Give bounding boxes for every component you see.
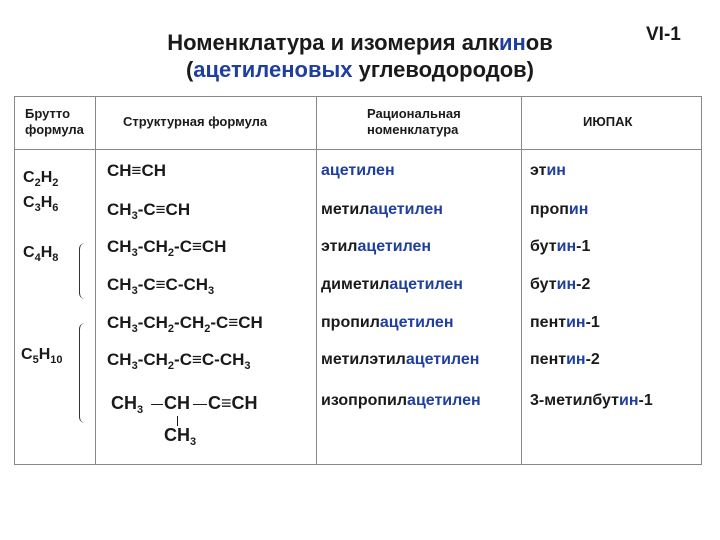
el-c: C <box>23 194 35 211</box>
iu-suffix: ин <box>618 392 639 409</box>
rn-root: ацетилен <box>405 351 480 368</box>
iupac-name-5 <box>530 314 600 332</box>
brutto-formula-c2h2 <box>23 168 58 188</box>
rn-root: ацетилен <box>357 238 432 255</box>
sf4-b: -C≡C-CH <box>137 275 209 294</box>
rational-name-2 <box>321 201 443 219</box>
rn-root: ацетилен <box>321 162 395 179</box>
structural-formula-6 <box>107 350 251 370</box>
sf6-s2: 2 <box>167 360 175 372</box>
sub-c: 5 <box>32 354 39 366</box>
rn-prefix: этил <box>321 238 358 255</box>
sf2-a: CH <box>107 200 132 219</box>
iupac-name-6 <box>530 351 600 369</box>
column-divider-2 <box>316 97 317 464</box>
iu-a: бут <box>530 276 557 293</box>
rn-root: ацетилен <box>389 276 463 293</box>
el-c: C <box>23 244 35 261</box>
structural-formula-7-ch: CH <box>164 393 190 413</box>
sf3-s1: 3 <box>131 247 138 259</box>
iu-a: 3-метилбут <box>530 392 619 409</box>
title-line-1 <box>0 30 720 56</box>
iu-suffix: ин <box>546 162 566 179</box>
sf5-c: -CH <box>174 313 205 332</box>
rational-name-5 <box>321 314 453 332</box>
el-c: C <box>21 346 33 363</box>
sub-h: 8 <box>52 252 59 264</box>
header-rational-line2: номенклатура <box>367 122 459 137</box>
iupac-name-3 <box>530 238 590 256</box>
rn-prefix: изопропил <box>321 392 408 409</box>
column-divider-3 <box>521 97 522 464</box>
iu-a: эт <box>530 162 547 179</box>
iu-suffix: ин <box>556 276 577 293</box>
iupac-name-2 <box>530 201 588 219</box>
structural-formula-4 <box>107 275 214 295</box>
rn-prefix: диметил <box>321 276 390 293</box>
sf5-s1: 3 <box>131 323 138 335</box>
header-brutto-line2: формула <box>25 122 84 137</box>
rn-prefix: метилэтил <box>321 351 406 368</box>
structural-formula-1: CH≡CH <box>107 161 167 180</box>
sf5-d: -C≡CH <box>210 313 263 332</box>
header-divider <box>15 149 701 150</box>
el-h: H <box>38 346 51 363</box>
nomenclature-table <box>14 96 702 465</box>
sf3-a: CH <box>107 237 132 256</box>
sf6-c: -C≡C-CH <box>174 350 245 369</box>
title-highlight-in: ин <box>498 30 526 55</box>
header-rational <box>367 106 461 138</box>
sub-c: 2 <box>34 177 41 189</box>
iu-c: -1 <box>638 392 653 409</box>
structural-formula-7-ch3 <box>111 393 143 414</box>
iupac-name-4 <box>530 276 590 294</box>
sf7-a: CH <box>111 393 137 413</box>
sf4-s1: 3 <box>131 285 138 297</box>
iu-c: -1 <box>576 238 591 255</box>
brutto-formula-c4h8 <box>23 243 58 263</box>
iu-suffix: ин <box>568 201 589 218</box>
title-part-2: ов <box>525 30 553 55</box>
title-part-3: углеводородов) <box>352 57 535 82</box>
sub-h: 6 <box>52 202 59 214</box>
iu-c: -2 <box>576 276 591 293</box>
rational-name-1 <box>321 162 395 180</box>
header-brutto-line1: Брутто <box>25 106 71 121</box>
sub-c: 3 <box>34 202 41 214</box>
sf6-s3: 3 <box>244 360 251 372</box>
rn-root: ацетилен <box>369 201 443 218</box>
iupac-name-1 <box>530 162 566 180</box>
rational-name-3 <box>321 238 431 256</box>
structural-formula-5 <box>107 313 263 333</box>
isomer-brace-c4 <box>79 243 90 299</box>
header-iupac: ИЮПАК <box>583 114 633 129</box>
sf4-a: CH <box>107 275 132 294</box>
iu-c: -1 <box>585 314 600 331</box>
iu-suffix: ин <box>566 351 586 368</box>
sf6-b: -CH <box>137 350 168 369</box>
header-rational-line1: Рациональная <box>367 106 461 121</box>
iu-a: пент <box>530 351 567 368</box>
sub-h: 10 <box>50 354 63 366</box>
sf3-s2: 2 <box>167 247 175 259</box>
title-highlight-acetylene: ацетиленовых <box>193 57 353 82</box>
sf3-b: -CH <box>137 237 168 256</box>
isomer-brace-c5 <box>79 323 90 423</box>
rn-root: ацетилен <box>379 314 454 331</box>
el-c: C <box>23 169 35 186</box>
rn-prefix: пропил <box>321 314 380 331</box>
structural-bond-2 <box>193 404 207 405</box>
iupac-name-7 <box>530 392 653 410</box>
rn-root: ацетилен <box>407 392 481 409</box>
sf5-b: -CH <box>137 313 168 332</box>
iu-a: бут <box>530 238 557 255</box>
sf5-a: CH <box>107 313 132 332</box>
sf2-s1: 3 <box>131 210 138 222</box>
structural-formula-7-triple: C≡CH <box>208 393 258 413</box>
rational-name-6 <box>321 351 479 369</box>
sub-c: 4 <box>34 252 41 264</box>
rational-name-4 <box>321 276 463 294</box>
sf3-c: -C≡CH <box>174 237 227 256</box>
sf4-s2: 3 <box>208 285 215 297</box>
el-h: H <box>40 244 53 261</box>
el-h: H <box>40 169 53 186</box>
sf5-s3: 2 <box>204 323 211 335</box>
brutto-formula-c3h6 <box>23 193 58 213</box>
iu-a: проп <box>530 201 569 218</box>
sf7-br: CH <box>164 425 190 445</box>
brutto-formula-c5h10 <box>21 345 63 365</box>
title-paren: ( <box>185 57 194 82</box>
sf6-s1: 3 <box>131 360 138 372</box>
sf7-s1: 3 <box>137 404 144 416</box>
rational-name-7 <box>321 392 481 410</box>
structural-formula-7-branch <box>164 425 196 446</box>
iu-a: пент <box>530 314 567 331</box>
structural-formula-3 <box>107 237 226 257</box>
header-brutto <box>25 106 84 138</box>
column-divider-1 <box>95 97 96 464</box>
sf6-a: CH <box>107 350 132 369</box>
sf7-br-s: 3 <box>190 436 197 448</box>
header-structural: Структурная формула <box>123 114 268 129</box>
structural-formula-2 <box>107 200 190 220</box>
slide-number: VI-1 <box>646 24 681 45</box>
sub-h: 2 <box>52 177 59 189</box>
sf5-s2: 2 <box>167 323 175 335</box>
iu-suffix: ин <box>556 238 577 255</box>
el-h: H <box>40 194 53 211</box>
iu-suffix: ин <box>566 314 586 331</box>
iu-c: -2 <box>585 351 600 368</box>
sf2-b: -C≡CH <box>137 200 191 219</box>
title-part-1: Номенклатура и изомерия алк <box>167 30 499 55</box>
structural-bond-1 <box>151 404 163 405</box>
title-line-2 <box>0 57 720 83</box>
rn-prefix: метил <box>321 201 370 218</box>
